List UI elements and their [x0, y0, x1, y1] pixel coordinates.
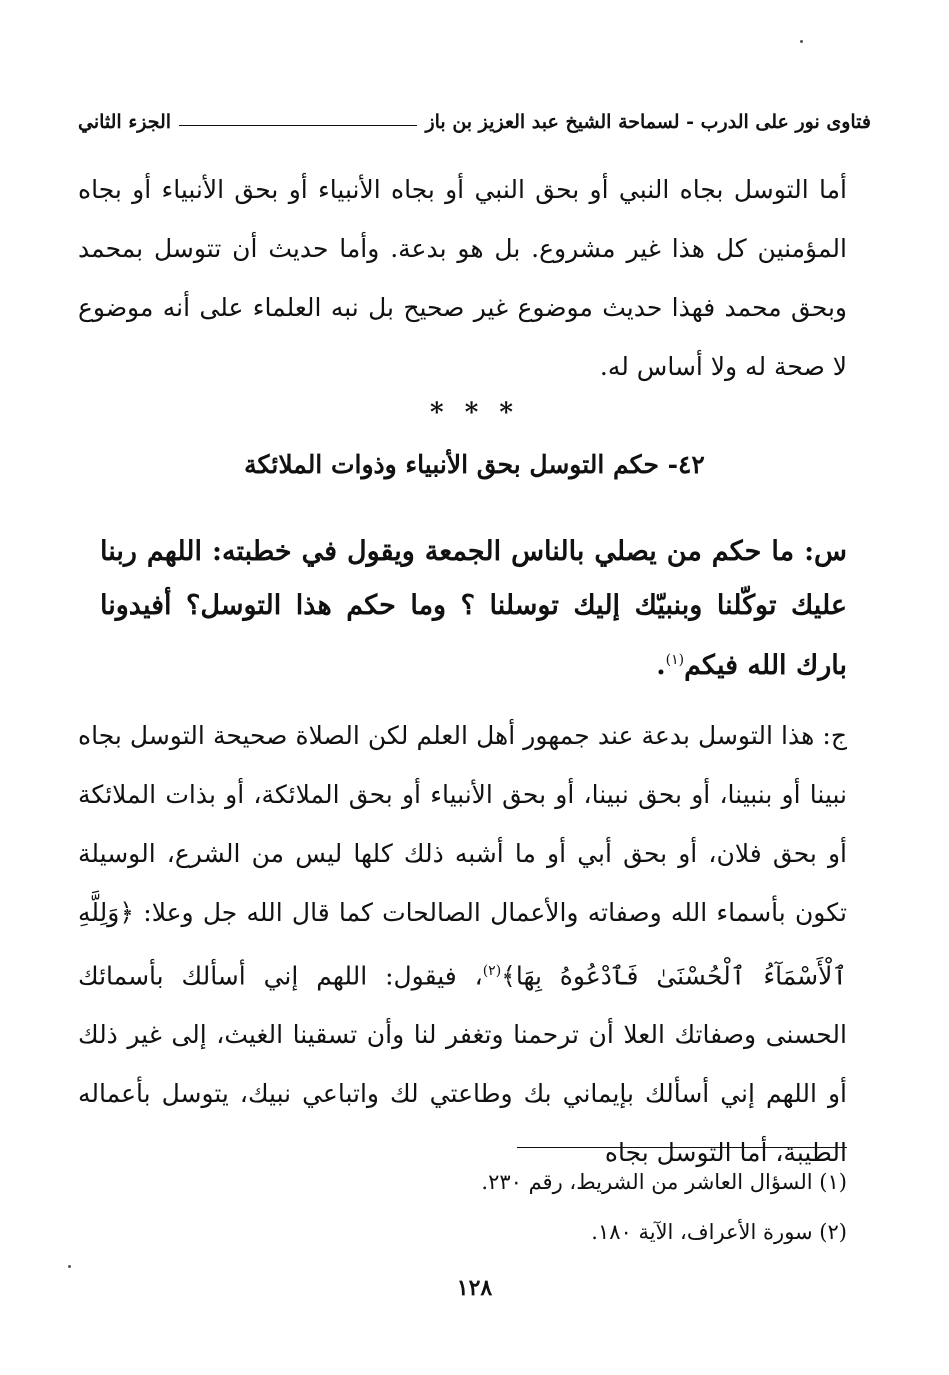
page-number: ١٢٨	[456, 1275, 493, 1301]
scan-speck	[68, 1265, 71, 1268]
answer-text-2: ، فيقول: اللهم إني أسألك بأسمائك الحسنى وصفاتك العلا أن ترحمنا وتغفر لنا وأن تسقينا الغيث، إلى غير ذلك أو اللهم إني أسألك بإيماني بك وطاعتي لك واتباعي نبيك، يتوسل بأعماله الطيبة، أما التوسل بجاه	[78, 961, 847, 1168]
footnote-2: (٢) سورة الأعراف، الآية ١٨٠.	[591, 1220, 847, 1244]
running-header	[78, 104, 871, 140]
answer-block	[78, 706, 847, 1182]
question-block	[100, 525, 847, 693]
footnote-1: (١) السؤال العاشر من الشريط، رقم ٢٣٠.	[481, 1170, 847, 1194]
header-book-title: فتاوى نور على الدرب	[700, 111, 871, 133]
section-separator: * * *	[430, 398, 519, 428]
answer-text-1: ج: هذا التوسل بدعة عند جمهور أهل العلم لكن الصلاة صحيحة التوسل بجاه نبينا أو بنبينا، أو بحق نبينا، أو بحق الأنبياء أو بحق الملائكة، أو بذات الملائكة أو بحق فلان، أو بحق أبي أو ما أشبه ذلك كلها ليس من الشرع، الوسيلة تكون بأسماء الله وصفاته والأعمال الصالحات كما قال الله جل وعلا:	[78, 721, 847, 927]
header-author: - لسماحة الشيخ عبد العزيز بن باز	[425, 111, 695, 133]
footnote-ref-1: (١)	[665, 652, 685, 668]
footnote-ref-2: (٢)	[482, 963, 502, 979]
scan-speck	[800, 40, 803, 43]
section-title: ٤٢- حكم التوسل بحق الأنبياء وذوات الملائكة	[244, 450, 705, 479]
header-rule	[179, 125, 417, 126]
quran-verse: ﴿وَلِلَّهِ ٱلْأَسْمَآءُ ٱلْحُسْنَىٰ فَٱدْعُوهُ بِهَا﴾	[78, 898, 847, 991]
footnote-rule	[517, 1147, 847, 1148]
paragraph-1: أما التوسل بجاه النبي أو بحق النبي أو بجاه الأنبياء أو بحق الأنبياء أو بجاه المؤمنين كل هذا غير مشروع. بل هو بدعة. وأما حديث أن تتوسل بمحمد وبحق محمد فهذا حديث موضوع غير صحيح بل نبه العلماء على أنه موضوع لا صحة له ولا أساس له.	[78, 175, 847, 381]
footnotes	[78, 1157, 847, 1257]
header-part: الجزء الثاني	[78, 111, 172, 133]
question-text: س: ما حكم من يصلي بالناس الجمعة ويقول في خطبته: اللهم ربنا عليك توكّلنا وبنبيّك إليك توسلنا ؟ وما حكم هذا التوسل؟ أفيدونا بارك الله فيكم	[100, 536, 847, 681]
question-end: .	[656, 650, 666, 681]
